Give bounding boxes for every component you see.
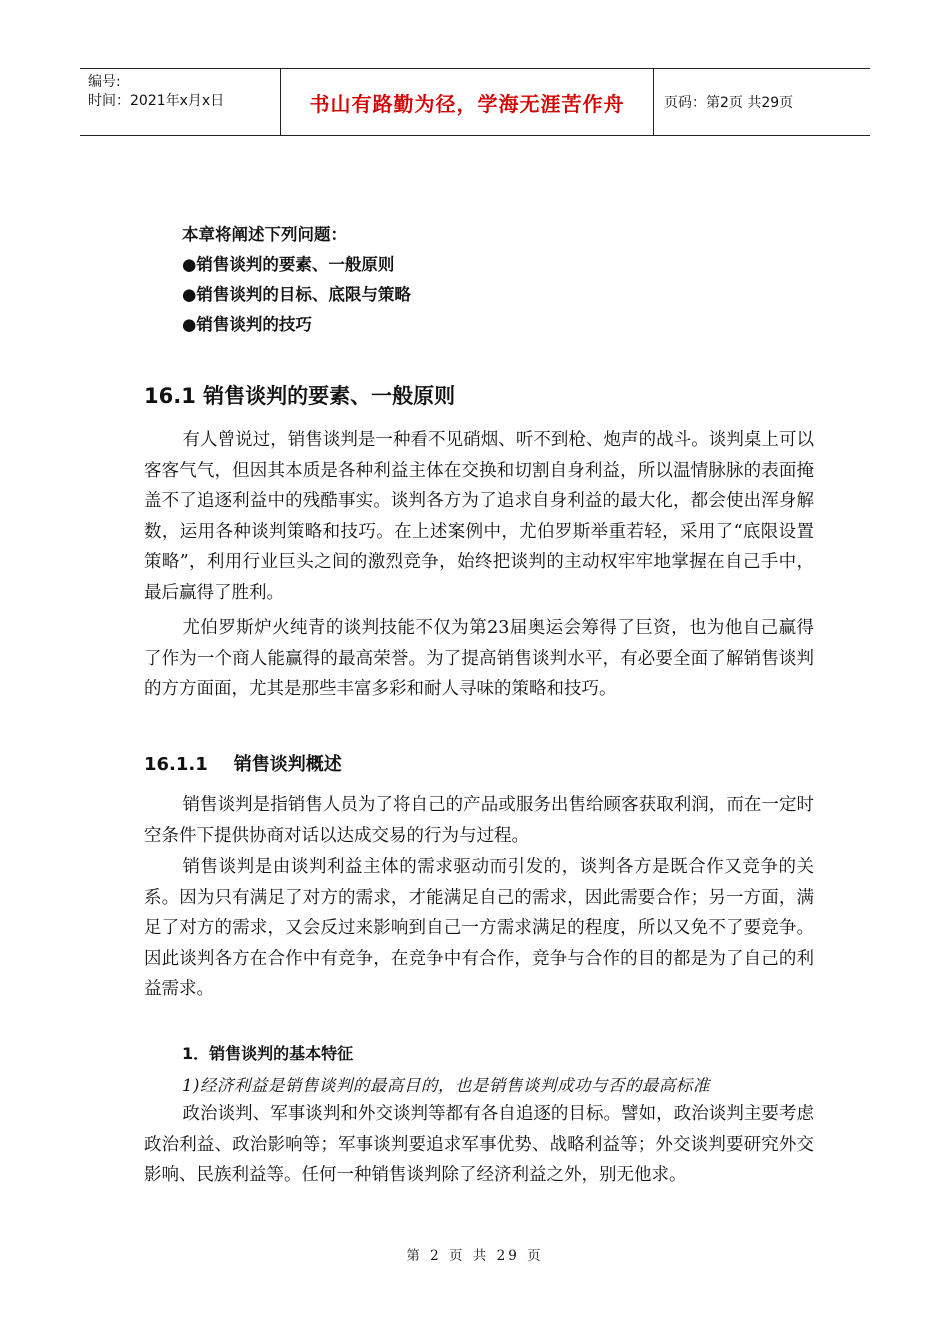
header-page-info: 页码：第2页 共29页 [664, 95, 794, 111]
header-number-label: 编号: [88, 74, 121, 90]
header-meta [80, 69, 280, 135]
subsection-title: 销售谈判概述 [233, 754, 342, 775]
chapter-intro [182, 220, 411, 340]
subsection-paragraph: 销售谈判是指销售人员为了将自己的产品或服务出售给顾客获取利润，而在一定时空条件下提供协商对话以达成交易的行为与过程。 [144, 795, 814, 846]
feature-point: 1)经济利益是销售谈判的最高目的，也是销售谈判成功与否的最高标准 [182, 1076, 710, 1095]
subsection-paragraph: 销售谈判是由谈判利益主体的需求驱动而引发的，谈判各方是既合作又竞争的关系。因为只有满足了对方的需求，才能满足自己的需求，因此需要合作；另一方面，满足了对方的需求，又会反过来影响到自己一方需求满足的程度，所以又免不了要竞争。因此谈判各方在合作中有竞争，在竞争中有合作，竞争与合作的目的都是为了自己的利益需求。 [144, 857, 814, 999]
section-title: 16.1 销售谈判的要素、一般原则 [144, 384, 456, 408]
header-time-label: 时间：2021年x月x日 [88, 93, 225, 109]
feature-paragraph: 政治谈判、军事谈判和外交谈判等都有各自追逐的目标。譬如，政治谈判主要考虑政治利益、政治影响等；军事谈判要追求军事优势、战略利益等；外交谈判要研究外交影响、民族利益等。任何一种销售谈判除了经济利益之外，别无他求。 [144, 1104, 814, 1185]
feature-title: 1．销售谈判的基本特征 [182, 1044, 354, 1063]
section-paragraph: 尤伯罗斯炉火纯青的谈判技能不仅为第23届奥运会筹得了巨资，也为他自己赢得了作为一个商人能赢得的最高荣誉。为了提高销售谈判水平，有必要全面了解销售谈判的方方面面，尤其是那些丰富多彩和耐人寻味的策略和技巧。 [144, 618, 814, 699]
subsection-heading [144, 750, 342, 776]
section-paragraph: 有人曾说过，销售谈判是一种看不见硝烟、听不到枪、炮声的战斗。谈判桌上可以客客气气，但因其本质是各种利益主体在交换和切割自身利益，所以温情脉脉的表面掩盖不了追逐利益中的残酷事实。谈判各方为了追求自身利益的最大化，都会使出浑身解数，运用各种谈判策略和技巧。在上述案例中，尤伯罗斯举重若轻，采用了“底限设置策略”，利用行业巨头之间的激烈竞争，始终把谈判的主动权牢牢地掌握在自己手中，最后赢得了胜利。 [144, 430, 814, 603]
intro-bullet: ●销售谈判的技巧 [182, 315, 312, 334]
intro-bullet: ●销售谈判的要素、一般原则 [182, 255, 395, 274]
header-motto: 书山有路勤为径，学海无涯苦作舟 [280, 69, 654, 135]
document-header [80, 68, 870, 136]
intro-heading: 本章将阐述下列问题： [182, 225, 347, 244]
intro-bullet: ●销售谈判的目标、底限与策略 [182, 285, 411, 304]
subsection-number: 16.1.1 [144, 754, 208, 775]
page-footer: 第 2 页 共 29 页 [406, 1248, 544, 1264]
